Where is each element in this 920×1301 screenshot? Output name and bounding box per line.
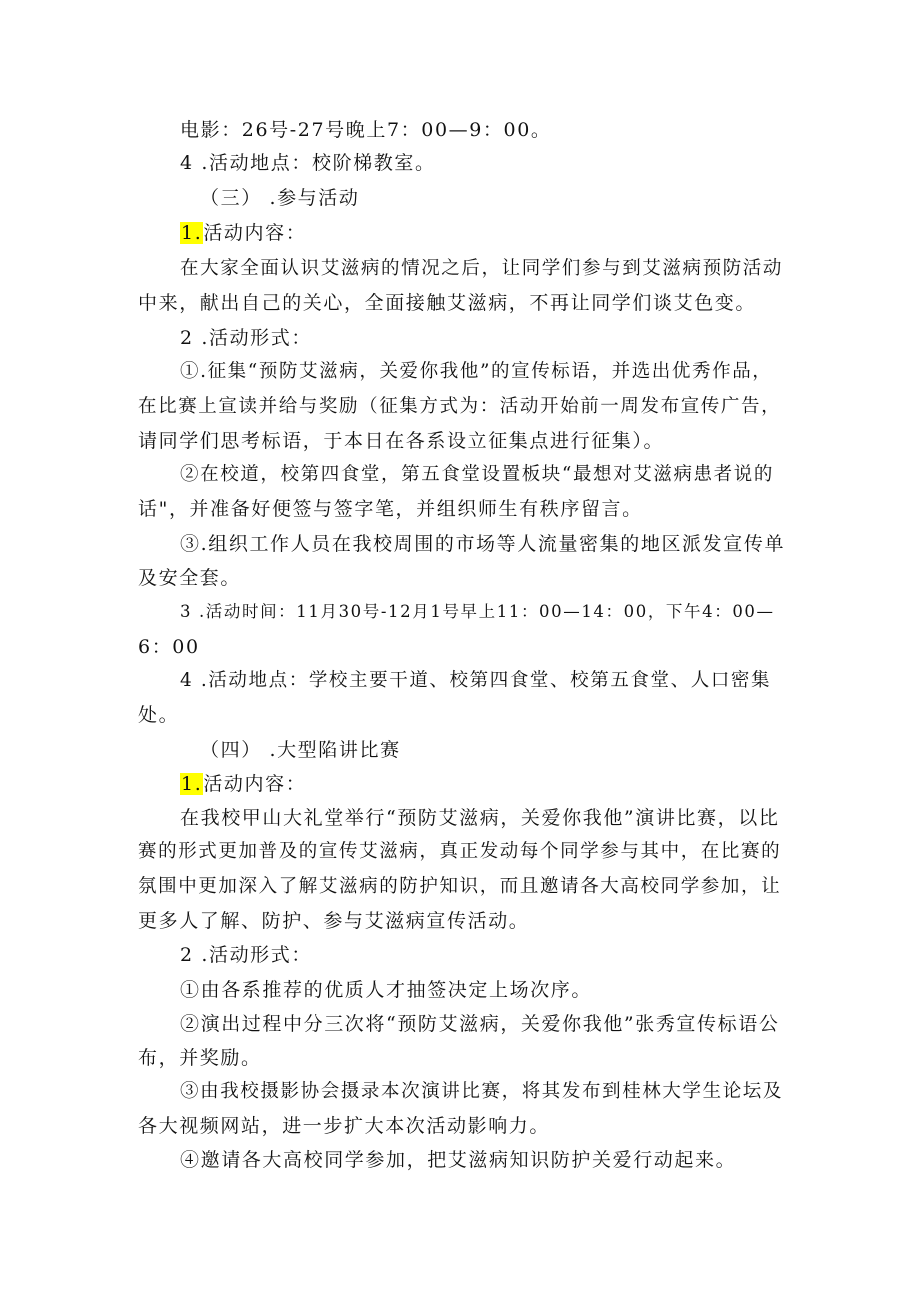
text-line: 赛的形式更加普及的宣传艾滋病，真正发动每个同学参与其中，在比赛的 [138,841,782,862]
numbered-heading [180,769,306,799]
text-line: 3 .活动时间：11月30号-12月1号早上11：00—14：00，下午4：00— [180,602,775,621]
text-line: 电影：26号-27号晚上7：00—9：00。 [180,119,552,141]
text-line: ③由我校摄影协会摄录本次演讲比赛，将其发布到桂林大学生论坛及 [180,1081,784,1102]
text-line: 中来，献出自己的关心，全面接触艾滋病，不再让同学们谈艾色变。 [138,292,757,314]
text-line: 话"，并准备好便签与签字笔，并组织师生有秩序留言。 [138,498,643,520]
text-line: 在比赛上宣读并给与奖励（征集方式为：活动开始前一周发布宣传广告， [138,396,782,417]
heading-label: 活动内容： [203,773,307,795]
text-line: ③.组织工作人员在我校周围的市场等人流量密集的地区派发宣传单 [180,533,786,555]
text-line: ④邀请各大高校同学参加，把艾滋病知识防护关爱行动起来。 [180,1149,737,1171]
section-heading-4: （四） .大型陷讲比赛 [200,739,401,761]
text-line: 及安全套。 [138,567,242,589]
section-heading-3: （三） .参与活动 [200,187,360,209]
numbered-heading [180,218,306,248]
text-line: 2 .活动形式： [180,327,312,349]
text-line: 各大视频网站，进一步扩大本次活动影响力。 [138,1115,551,1137]
highlighted-number: 1. [181,773,203,795]
text-line: 布，并奖励。 [138,1047,262,1069]
text-line: 6：00 [138,636,200,658]
heading-label: 活动内容： [203,222,307,244]
text-line: ②在校道，校第四食堂，第五食堂设置板块“最想对艾滋病患者说的 [180,464,774,485]
text-line: 在大家全面认识艾滋病的情况之后，让同学们参与到艾滋病预防活动 [180,258,784,279]
text-line: 4 .活动地点：校阶梯教室。 [180,152,436,174]
text-line: 2 .活动形式： [180,944,312,966]
text-line: 处。 [138,704,180,726]
text-line: 在我校甲山大礼堂举行“预防艾滋病，关爱你我他”演讲比赛，以比 [180,807,780,829]
text-line: ①.征集“预防艾滋病，关爱你我他”的宣传标语，并选出优秀作品， [180,361,773,382]
text-line: 请同学们思考标语，于本日在各系设立征集点进行征集）。 [138,430,665,452]
text-line: 氛围中更加深入了解艾滋病的防护知识，而且邀请各大高校同学参加，让 [138,876,782,897]
text-line: 4 .活动地点：学校主要干道、校第四食堂、校第五食堂、人口密集 [180,670,772,691]
highlighted-number: 1. [181,222,203,244]
text-line: ①由各系推荐的优质人才抽签决定上场次序。 [180,979,593,1001]
text-line: 更多人了解、防护、参与艾滋病宣传活动。 [138,910,530,932]
text-line: ②演出过程中分三次将“预防艾滋病，关爱你我他”张秀宣传标语公 [180,1013,780,1035]
